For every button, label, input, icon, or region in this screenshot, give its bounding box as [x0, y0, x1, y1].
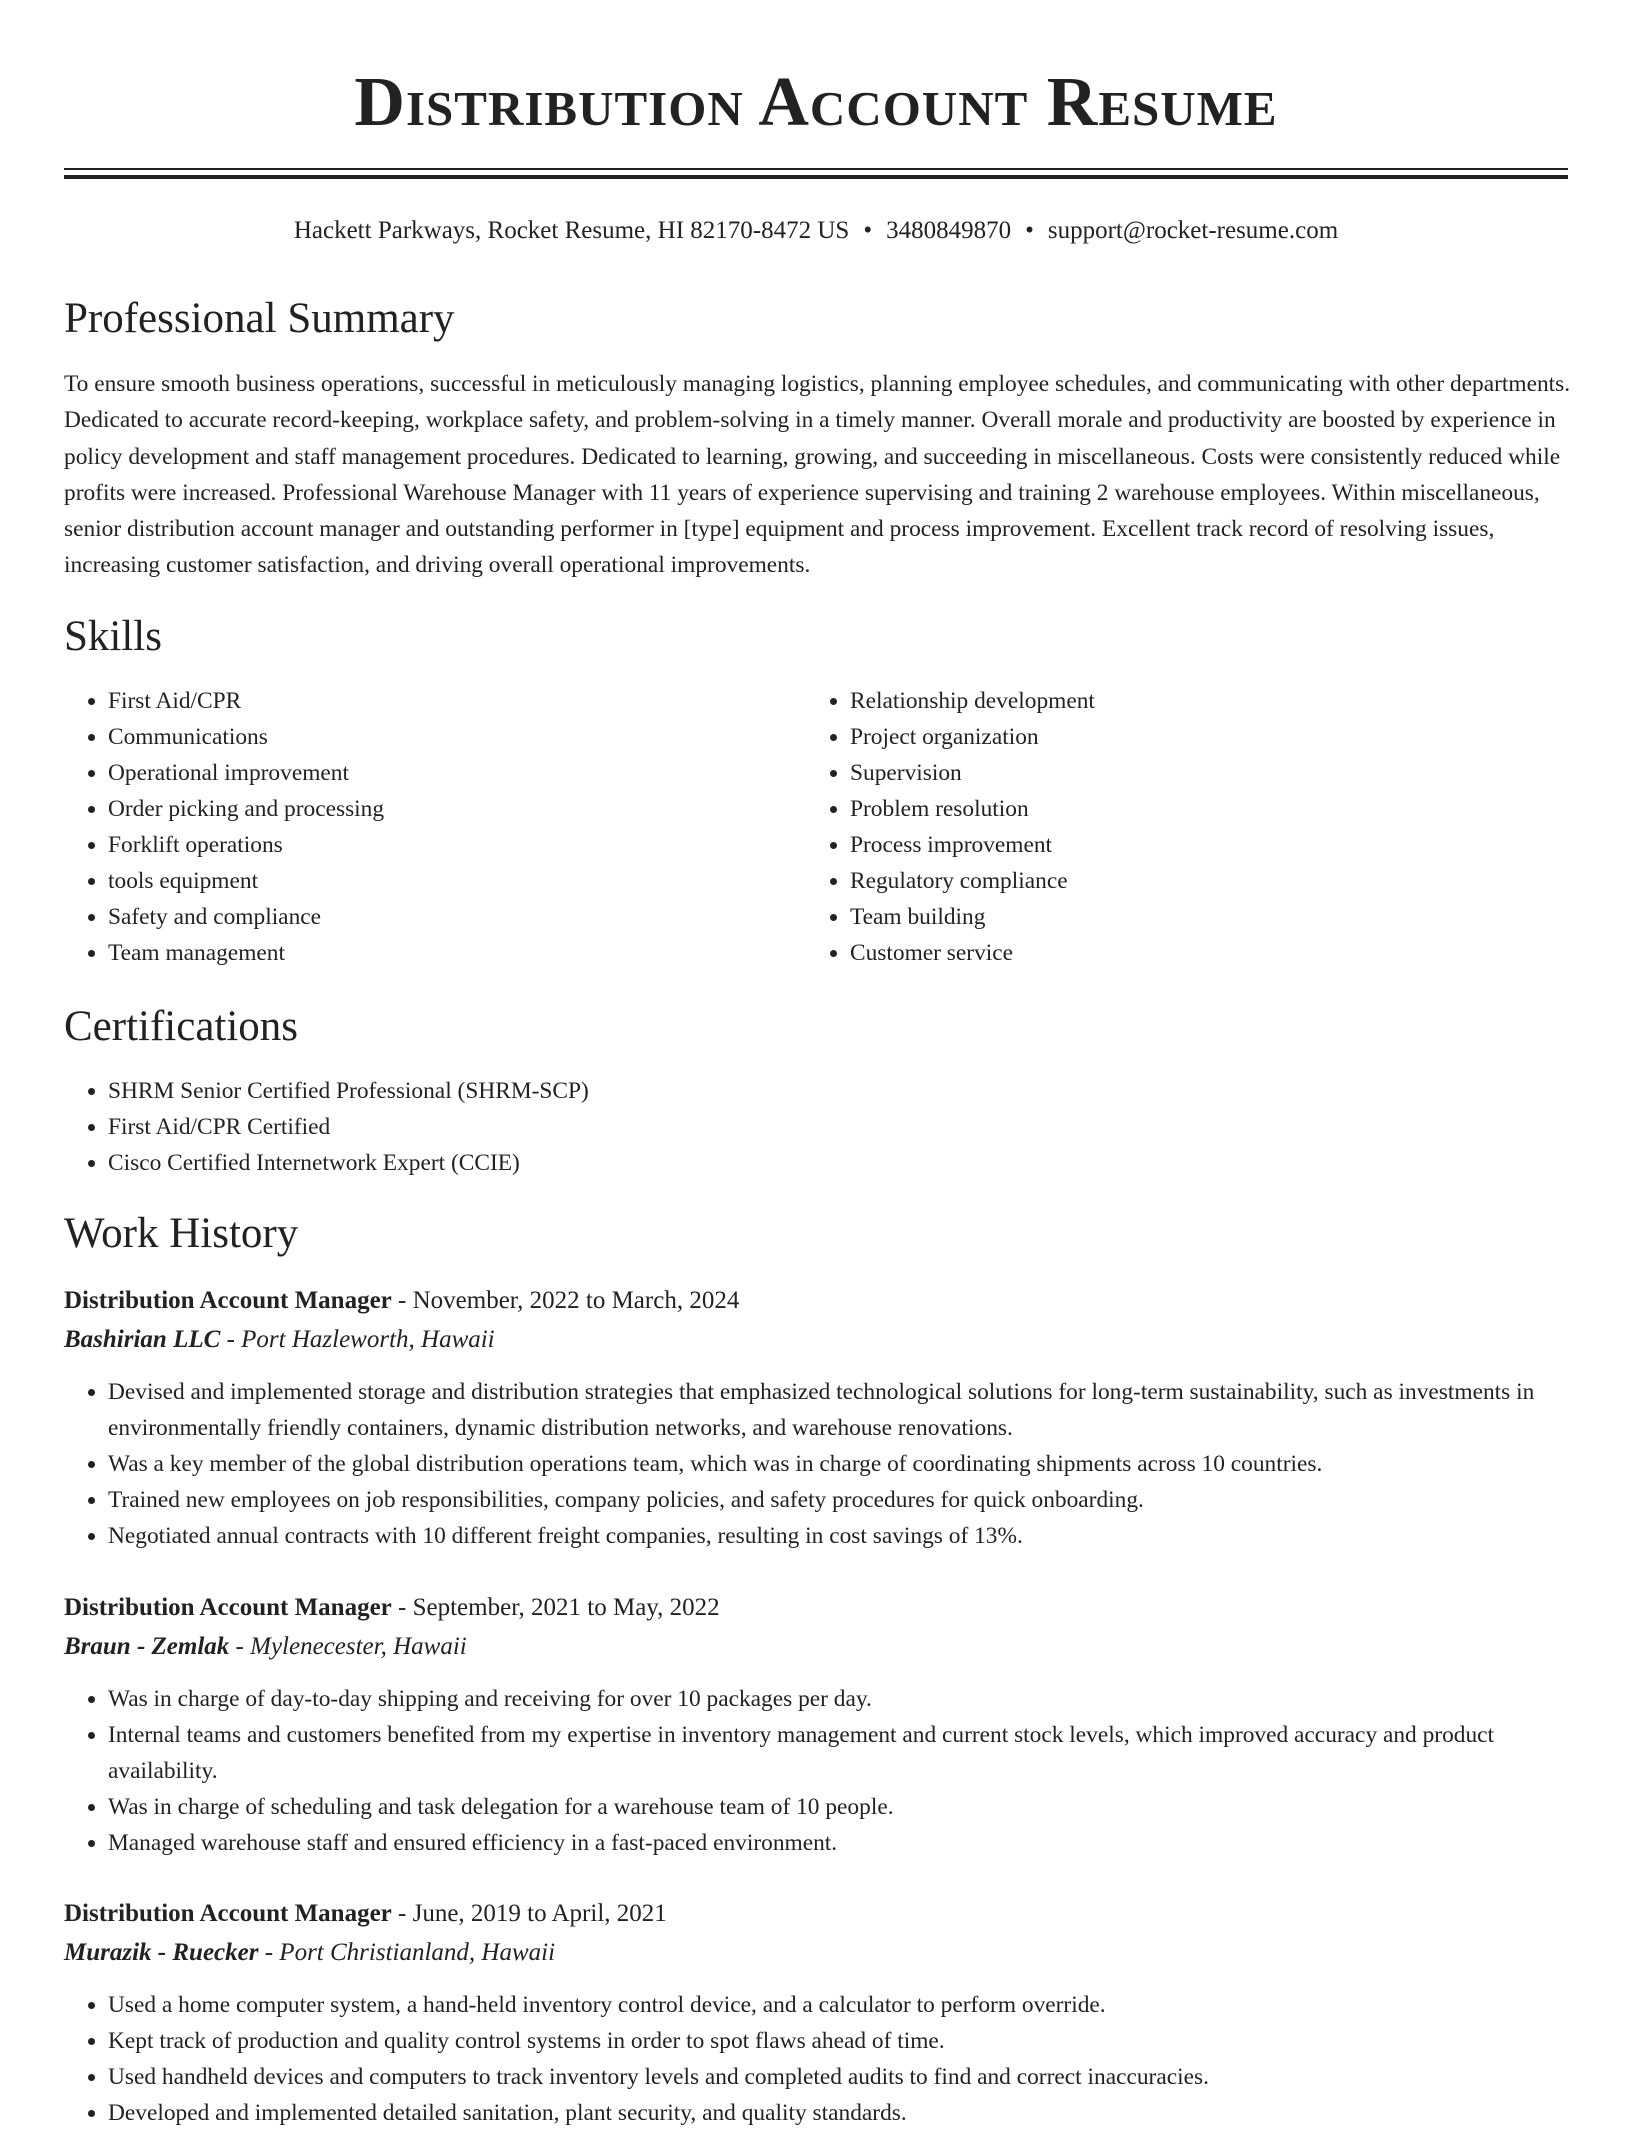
job-bullet: • Used a home computer system, a hand-held inventory control device, and a calculator to perform override. — [108, 1987, 1608, 2023]
summary-text: To ensure smooth business operations, successful in meticulously managing logistics, planning employee schedules, and communicating with other departments. Dedicated to accurate record-keeping, workplace safety, and problem-solving in a timely manner. Overall morale and productivity are boosted by experience in policy development and staff management procedures. Dedicated to learning, growing, and succeeding in miscellaneous. Costs were consistently reduced while profits were increased. Professional Warehouse Manager with 11 years of experience supervising and training 2 warehouse employees. Within miscellaneous, senior distribution account manager and outstanding performer in [type] equipment and process improvement. Excellent track record of resolving issues, increasing customer satisfaction, and driving overall operational improvements. — [64, 371, 1571, 579]
skills-list-left — [64, 683, 808, 971]
skill-item: • Process improvement — [850, 827, 1550, 863]
certification-item: • Cisco Certified Internetwork Expert (CCIE) — [108, 1145, 1608, 1181]
job-bullet: • Was a key member of the global distribution operations team, which was in charge of coordinating shipments across 10 countries. — [108, 1446, 1608, 1482]
job-bullet: • Was in charge of scheduling and task delegation for a warehouse team of 10 people. — [108, 1789, 1608, 1825]
job-bullet: • Kept track of production and quality control systems in order to spot flaws ahead of time. — [108, 2023, 1608, 2059]
job-bullets — [64, 1681, 1608, 1861]
skill-item: • Forklift operations — [108, 827, 808, 863]
job-title-line: Distribution Account Manager - November, 2022 to March, 2024 — [64, 1287, 740, 1314]
job-bullets — [64, 1374, 1608, 1554]
skill-item: • First Aid/CPR — [108, 683, 808, 719]
contact-separator: • — [863, 217, 873, 244]
job-dates: June, 2019 to April, 2021 — [412, 1900, 667, 1927]
job-company: Bashirian LLC — [64, 1326, 221, 1353]
title-divider-thick — [64, 175, 1568, 179]
job-title: Distribution Account Manager — [64, 1594, 392, 1621]
skill-item: • Team management — [108, 935, 808, 971]
job-company: Braun - Zemlak — [64, 1633, 230, 1660]
job-title: Distribution Account Manager — [64, 1900, 392, 1927]
job-bullets — [64, 1987, 1608, 2131]
job-location: Port Hazleworth, Hawaii — [241, 1326, 495, 1353]
certifications-list — [64, 1073, 1608, 1181]
skill-item: • Project organization — [850, 719, 1550, 755]
summary-heading: Professional Summary — [64, 295, 455, 342]
skills-heading: Skills — [64, 613, 162, 660]
skill-item: • Order picking and processing — [108, 791, 808, 827]
skill-item: • tools equipment — [108, 863, 808, 899]
skill-item: • Safety and compliance — [108, 899, 808, 935]
skill-item: • Supervision — [850, 755, 1550, 791]
job-dates: November, 2022 to March, 2024 — [412, 1287, 740, 1314]
job-location: Mylenecester, Hawaii — [250, 1633, 467, 1660]
job-company-line: Murazik - Ruecker - Port Christianland, Hawaii — [64, 1939, 556, 1966]
job-dates: September, 2021 to May, 2022 — [412, 1594, 720, 1621]
contact-line — [0, 215, 1632, 247]
contact-email[interactable]: support@rocket-resume.com — [1047, 217, 1339, 244]
skill-item: • Customer service — [850, 935, 1550, 971]
skill-item: • Relationship development — [850, 683, 1550, 719]
job-bullet: • Was in charge of day-to-day shipping and receiving for over 10 packages per day. — [108, 1681, 1608, 1717]
job-bullet: • Devised and implemented storage and distribution strategies that emphasized technological solutions for long-term sustainability, such as investments in environmentally friendly containers, dynamic distribution networks, and warehouse renovations. — [108, 1374, 1608, 1446]
skills-list-right — [806, 683, 1550, 971]
job-location: Port Christianland, Hawaii — [279, 1939, 556, 1966]
contact-phone: 3480849870 — [886, 217, 1012, 244]
skill-item: • Problem resolution — [850, 791, 1550, 827]
skill-item: • Communications — [108, 719, 808, 755]
job-company: Murazik - Ruecker — [64, 1939, 259, 1966]
skill-item: • Team building — [850, 899, 1550, 935]
job-bullet: • Internal teams and customers benefited from my expertise in inventory management and current stock levels, which improved accuracy and product availability. — [108, 1717, 1608, 1789]
certification-item: • First Aid/CPR Certified — [108, 1109, 1608, 1145]
job-company-line: Braun - Zemlak - Mylenecester, Hawaii — [64, 1633, 467, 1660]
job-bullet: • Managed warehouse staff and ensured efficiency in a fast-paced environment. — [108, 1825, 1608, 1861]
contact-separator: • — [1025, 217, 1034, 244]
certifications-heading: Certifications — [64, 1003, 299, 1050]
job-bullet: • Negotiated annual contracts with 10 different freight companies, resulting in cost savings of 13%. — [108, 1518, 1608, 1554]
job-bullet: • Trained new employees on job responsibilities, company policies, and safety procedures for quick onboarding. — [108, 1482, 1608, 1518]
job-company-line: Bashirian LLC - Port Hazleworth, Hawaii — [64, 1326, 495, 1353]
contact-address: Hackett Parkways, Rocket Resume, HI 82170-8472 US — [293, 217, 850, 244]
job-title: Distribution Account Manager — [64, 1287, 392, 1314]
job-bullet: • Used handheld devices and computers to track inventory levels and completed audits to find and correct inaccuracies. — [108, 2059, 1608, 2095]
job-title-line: Distribution Account Manager - June, 2019 to April, 2021 — [64, 1900, 667, 1927]
certification-item: • SHRM Senior Certified Professional (SHRM-SCP) — [108, 1073, 1608, 1109]
work-history-heading: Work History — [64, 1210, 299, 1257]
resume-title: Distribution Account Resume — [354, 64, 1278, 141]
skill-item: • Regulatory compliance — [850, 863, 1550, 899]
title-divider-thin — [64, 168, 1568, 170]
job-bullet: • Developed and implemented detailed sanitation, plant security, and quality standards. — [108, 2095, 1608, 2131]
job-title-line: Distribution Account Manager - September, 2021 to May, 2022 — [64, 1594, 720, 1621]
skill-item: • Operational improvement — [108, 755, 808, 791]
